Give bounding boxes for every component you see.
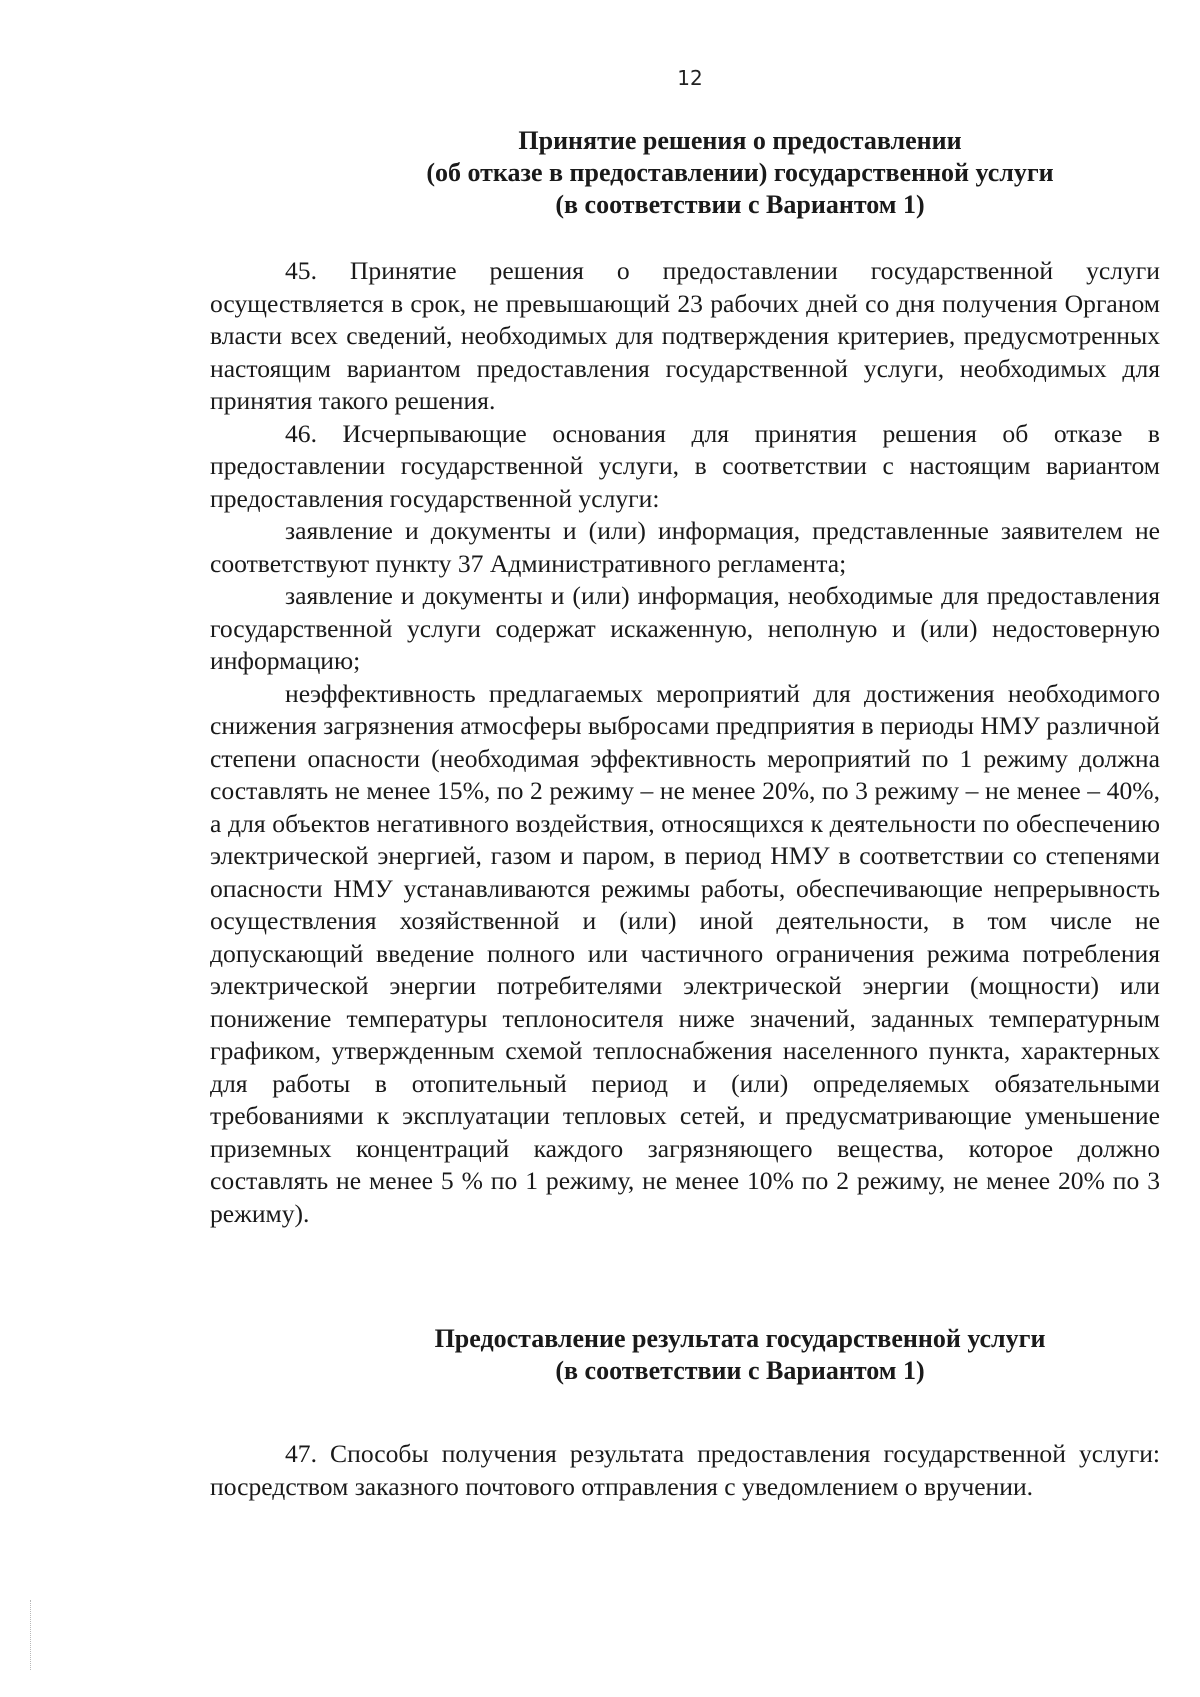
section-heading-decision (260, 125, 1200, 221)
section-heading-result (260, 1323, 1200, 1387)
section-body-result (210, 1438, 1160, 1503)
refusal-ground-3: неэффективность предлагаемых мероприятий для достижения необходимого снижения загрязнения атмосферы выбросами предприятия в периоды НМУ различной степени опасности (необходимая эффективность мероприятий по 1 режиму должна составлять не менее 15%, по 2 режиму – не менее 20%, по 3 режиму – не менее – 40%, а для объектов негативного воздействия, относящихся к деятельности по обеспечению электрической энергией, газом и паром, в период НМУ в соответствии со степенями опасности НМУ устанавливаются режимы работы, обеспечивающие непрерывность осуществления хозяйственной и (или) иной деятельности, в том числе не допускающий введение полного или частичного ограничения режима потребления электрической энергии потребителями электрической энергии (мощности) или понижение температуры теплоносителя ниже значений, заданных температурным графиком, утвержденным схемой теплоснабжения населенного пункта, характерных для работы в отопительный период и (или) определяемых обязательными требованиями к эксплуатации тепловых сетей, и предусматривающие уменьшение приземных концентраций каждого загрязняющего вещества, которое должно составлять не менее 5 % по 1 режиму, не менее 10% по 2 режиму, не менее 20% по 3 режиму). (210, 678, 1160, 1228)
paragraph-45: 45. Принятие решения о предоставлении государственной услуги осуществляется в срок, не превышающий 23 рабочих дней со дня получения Органом власти всех сведений, необходимых для подтверждения критериев, предусмотренных настоящим вариантом предоставления государственной услуги, необходимых для принятия такого решения. (210, 256, 1160, 415)
section-body-decision (210, 255, 1160, 1230)
paragraph-46: 46. Исчерпывающие основания для принятия решения об отказе в предоставлении государственной услуги, в соответствии с настоящим вариантом предоставления государственной услуги: (210, 418, 1160, 513)
page-number: 12 (677, 66, 703, 90)
heading-line: Предоставление результата государственной услуги (434, 1324, 1046, 1353)
heading-line: (в соответствии с Вариантом 1) (555, 190, 925, 219)
refusal-ground-2: заявление и документы и (или) информация, необходимые для предоставления государственной услуги содержат искаженную, неполную и (или) недостоверную информацию; (210, 581, 1160, 675)
refusal-ground-1: заявление и документы и (или) информация, представленные заявителем не соответствуют пункту 37 Административного регламента; (210, 516, 1160, 578)
heading-line: Принятие решения о предоставлении (518, 126, 962, 155)
heading-line: (об отказе в предоставлении) государственной услуги (426, 158, 1054, 187)
scan-artifact-line (30, 1600, 32, 1670)
heading-line: (в соответствии с Вариантом 1) (555, 1356, 925, 1385)
paragraph-47: 47. Способы получения результата предоставления государственной услуги: посредством заказного почтового отправления с уведомлением о вручении. (210, 1439, 1160, 1501)
